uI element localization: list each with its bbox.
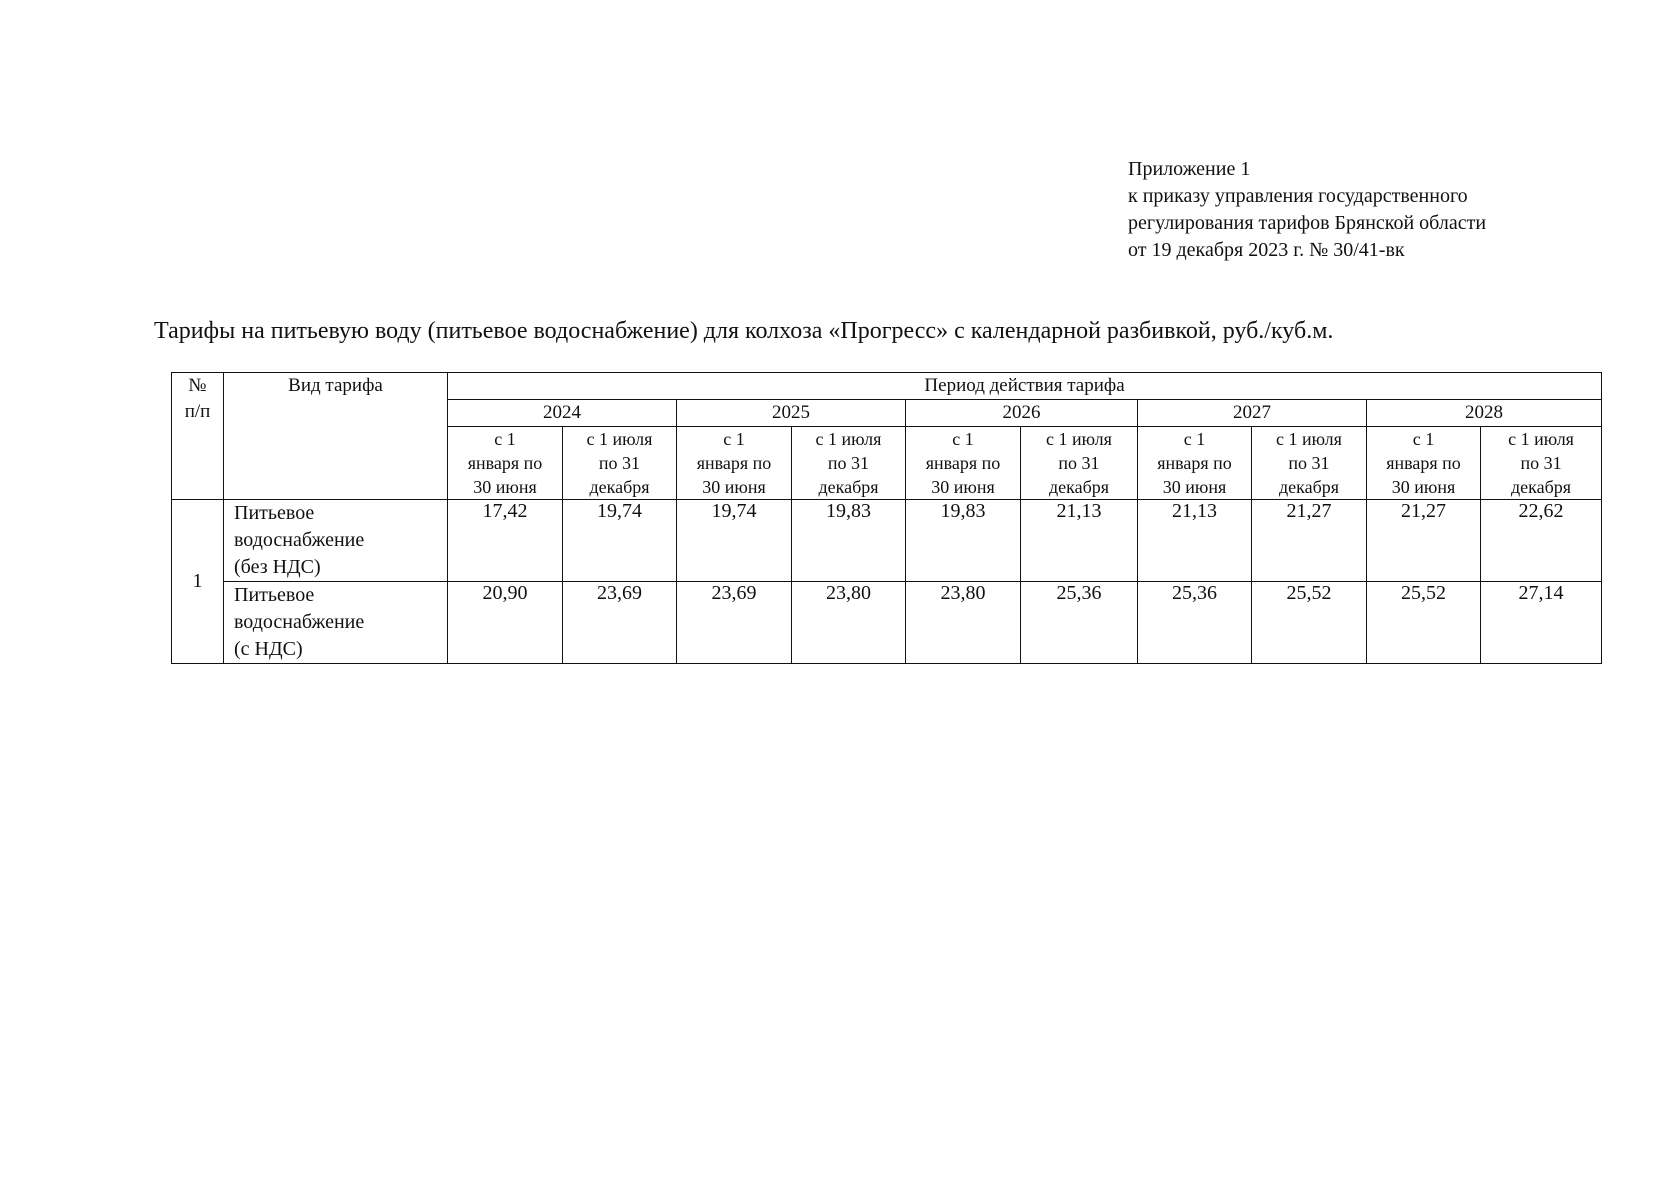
tariff-value: 22,62	[1481, 500, 1602, 582]
tariff-value: 21,13	[1138, 500, 1252, 582]
tariff-value: 21,27	[1252, 500, 1367, 582]
tariff-table	[171, 372, 1602, 664]
tariff-value: 27,14	[1481, 582, 1602, 664]
tariff-value: 25,52	[1252, 582, 1367, 664]
header-year: 2027	[1138, 400, 1367, 427]
tariff-type-cell: Питьевое водоснабжение (с НДС)	[224, 582, 448, 664]
header-second-half: с 1 июля по 31 декабря	[1481, 427, 1602, 500]
tariff-value: 19,74	[563, 500, 677, 582]
table-row	[172, 582, 1602, 664]
header-first-half: с 1 января по 30 июня	[448, 427, 563, 500]
header-second-half: с 1 июля по 31 декабря	[563, 427, 677, 500]
tariff-value: 25,52	[1367, 582, 1481, 664]
tariff-value: 20,90	[448, 582, 563, 664]
tariff-value: 19,83	[906, 500, 1021, 582]
header-first-half: с 1 января по 30 июня	[1138, 427, 1252, 500]
header-year: 2024	[448, 400, 677, 427]
header-period: Период действия тарифа	[448, 373, 1602, 400]
tariff-value: 17,42	[448, 500, 563, 582]
tariff-value: 21,27	[1367, 500, 1481, 582]
header-first-half: с 1 января по 30 июня	[677, 427, 792, 500]
document-title: Тарифы на питьевую воду (питьевое водоснабжение) для колхоза «Прогресс» с календарной разбивкой, руб./куб.м.	[154, 318, 1334, 344]
table-row	[172, 500, 1602, 582]
tariff-value: 23,69	[677, 582, 792, 664]
header-year: 2028	[1367, 400, 1602, 427]
header-year: 2026	[906, 400, 1138, 427]
tariff-value: 23,80	[792, 582, 906, 664]
tariff-value: 19,83	[792, 500, 906, 582]
header-year: 2025	[677, 400, 906, 427]
header-number: № п/п	[172, 373, 224, 500]
header-second-half: с 1 июля по 31 декабря	[1021, 427, 1138, 500]
tariff-value: 19,74	[677, 500, 792, 582]
tariff-value: 23,69	[563, 582, 677, 664]
appendix-block	[1128, 156, 1486, 264]
appendix-line-1: Приложение 1	[1128, 158, 1251, 180]
header-first-half: с 1 января по 30 июня	[906, 427, 1021, 500]
tariff-value: 25,36	[1138, 582, 1252, 664]
header-first-half: с 1 января по 30 июня	[1367, 427, 1481, 500]
header-tariff-type: Вид тарифа	[224, 373, 448, 500]
appendix-line-4: от 19 декабря 2023 г. № 30/41-вк	[1128, 239, 1405, 261]
header-second-half: с 1 июля по 31 декабря	[792, 427, 906, 500]
appendix-line-2: к приказу управления государственного	[1128, 185, 1468, 207]
tariff-type-cell: Питьевое водоснабжение (без НДС)	[224, 500, 448, 582]
row-number: 1	[172, 500, 224, 664]
header-second-half: с 1 июля по 31 декабря	[1252, 427, 1367, 500]
tariff-value: 23,80	[906, 582, 1021, 664]
appendix-line-3: регулирования тарифов Брянской области	[1128, 212, 1487, 234]
tariff-value: 21,13	[1021, 500, 1138, 582]
tariff-value: 25,36	[1021, 582, 1138, 664]
